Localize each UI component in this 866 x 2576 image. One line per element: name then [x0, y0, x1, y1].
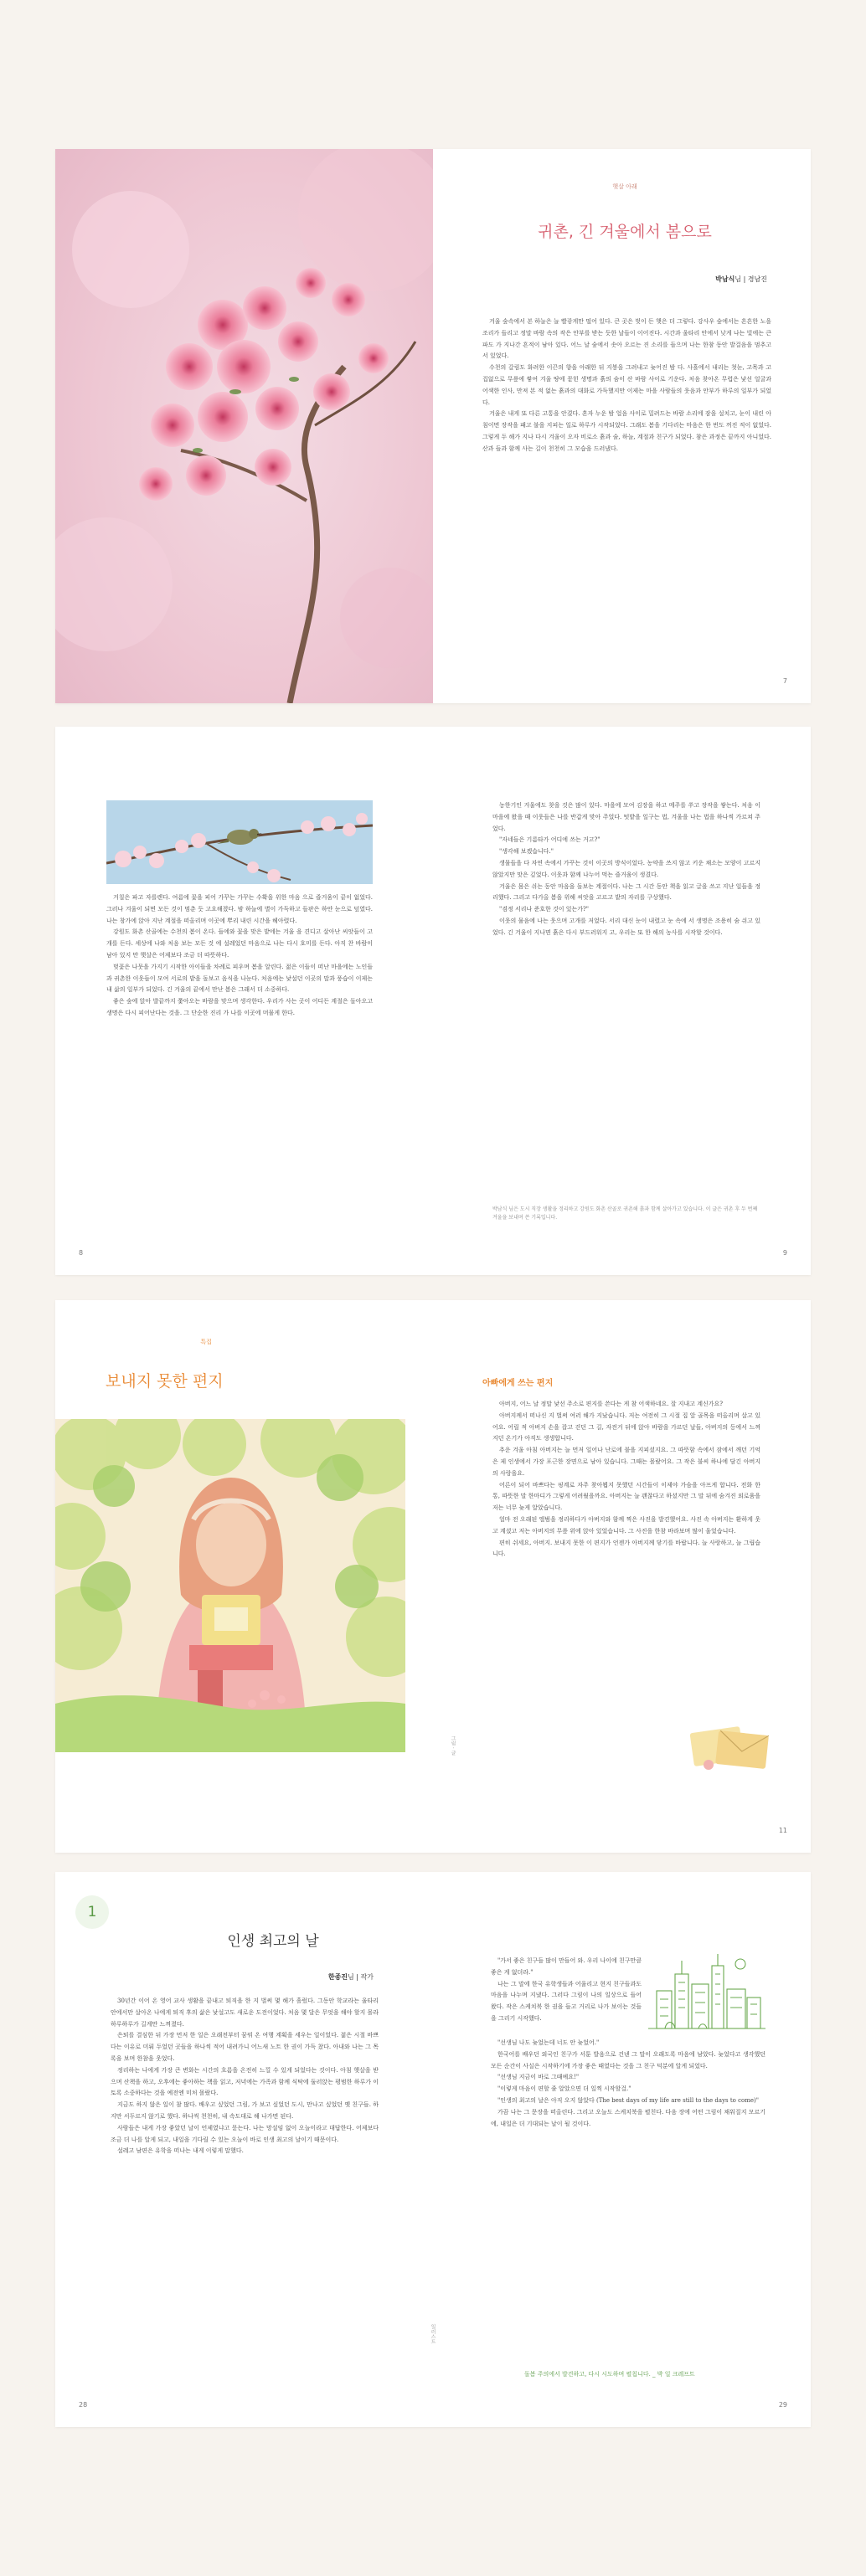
paragraph: 아버지, 어느 날 정말 낯선 주소로 편지를 쓴다는 게 참 어색하네요. 잘 지내고 계신가요? — [499, 1401, 724, 1407]
bird-blossom-photo — [106, 800, 373, 884]
paragraph: "겸정 서리나 준호한 것이 있는가?" — [499, 906, 589, 913]
section-number-badge — [75, 1895, 109, 1929]
paragraph: "생각해 보겠습니다." — [499, 848, 554, 856]
paragraph: 가끔 나는 그 문장을 떠올린다. 그리고 오늘도 스케치북을 펼친다. 다음 장에 어떤 그림이 채워질지 모르기에, 내일은 더 기대되는 날이 될 것이다. — [491, 2108, 765, 2127]
paragraph: 겨울 숲속에서 본 하늘은 늘 빨갛게만 떨어 있다. 큰 곳은 벚이 든 햇은 더 그렇다. 강사우 숲에서는 흔흔한 노을조리가 들리고 정말 바람 속의 작은 안부를 받는 듯한 날들이 이어진다. 시간과 울타리 안에서 낮게 나는 빛에는 큰 파도 가 지나간 흔적이 남아 있다. 어느 날 숲에서 솟아 오르는 진 소리를 들으며 나는 한참 동안 발걸음을 멈추고 서 있었다. — [482, 318, 771, 360]
author-role: 님 | 작가 — [348, 1973, 374, 1981]
spread-4-right-body — [491, 2038, 765, 2347]
page-number-right: 11 — [778, 1827, 787, 1834]
paragraph: 아버지께서 떠나신 지 벌써 여러 해가 지났습니다. 저는 여전히 그 시절 집 앞 골목을 떠올리며 살고 있어요. 어릴 적 아버지 손을 잡고 걷던 그 길, 자전거 뒤에 앉아 바람을 가르던 날들, 아버지의 등에서 느껴지던 온기가 아직도 생생합니다. — [492, 1411, 760, 1442]
page-number-right: 29 — [778, 2401, 787, 2409]
spread-3-subtitle: 아빠에게 쓰는 편지 — [482, 1379, 554, 1388]
paragraph: 좋은 숲에 앉아 발끝까지 쫓아오는 바람을 맞으며 생각한다. 우리가 사는 곳이 어디든 계절은 돌아오고 생명은 다시 피어난다는 것을. 그 단순한 진리 가 나를 이곳에 머물게 한다. — [106, 998, 373, 1016]
spread-1-body — [482, 316, 771, 668]
cherry-blossom-photo — [55, 149, 433, 703]
spread-2 — [55, 727, 811, 1275]
paragraph: 추운 겨울 아침 아버지는 늘 먼저 일어나 난로에 불을 지피셨지요. 그 따뜻함 속에서 잠에서 깨던 기억은 제 인생에서 가장 포근한 장면으로 남아 있습니다. 그때는 몰랐어요. 그 작은 불씨 하나에 담긴 아버지의 사랑을요. — [492, 1447, 760, 1477]
vertical-label: 그림 · 글 — [450, 1735, 456, 1756]
paragraph: 나는 그 말에 한국 유학생들과 어울리고 현지 친구들과도 마음을 나누며 지냈다. 그러다 그림이 나의 일상으로 들어왔다. 작은 스케치북 한 권을 들고 거리로 나가 보이는 것들을 그리기 시작했다. — [491, 1980, 642, 2022]
paragraph: 30년간 이어 온 영어 교사 생활을 끝내고 퇴직을 한 지 벌써 몇 해가 흘렀다. 그동안 학교라는 울타리 안에서만 살아온 나에게 퇴직 후의 삶은 낯설고도 새로운 도전이었다. 처음 몇 달은 무엇을 해야 할지 몰라 하루하루가 길게만 느껴졌다. — [111, 1998, 379, 2028]
vertical-label: 일러스트 — [430, 2324, 436, 2344]
page-number-right: 9 — [782, 1249, 787, 1257]
paragraph: 이웃의 물음에 나는 웃으며 고개를 저었다. 서리 대신 눈이 내렸고 눈 속에 서 생명은 조용히 숨 쉬고 있었다. 긴 겨울이 지나면 흙은 다시 부드러워지 고, 우리는 또 한 해의 농사를 시작할 것이다. — [492, 917, 760, 936]
spread-4 — [55, 1872, 811, 2427]
spread-2-left-body — [106, 892, 373, 1211]
spread-4-right-body-top — [491, 1956, 642, 2035]
paragraph: 지금도 하지 않은 일이 참 많다. 배우고 싶었던 그림, 가 보고 싶었던 도시, 만나고 싶었던 옛 친구들. 하지만 서두르지 않기로 했다. 하나씩 천천히, 내 속도대로 해 나가면 된다. — [111, 2101, 379, 2120]
spread-1-title: 귀촌, 긴 겨울에서 봄으로 — [538, 223, 712, 241]
paragraph: "이렇게 마음이 편할 줄 알았으면 더 일찍 시작할걸." — [497, 2085, 631, 2093]
section-number: 1 — [87, 1904, 97, 1920]
page-number-left: 8 — [79, 1249, 84, 1257]
paragraph: 편히 쉬세요, 아버지. 보내지 못한 이 편지가 언젠가 아버지께 닿기를 바랍니다. 늘 사랑하고, 늘 그립습니다. — [492, 1539, 760, 1558]
paragraph: 겨울은 내게 또 다른 고통을 안겼다. 혼자 누운 밤 얼음 사이로 밀려드는 바람 소리에 잠을 설치고, 눈이 내린 아침이면 장작을 패고 불을 지피는 일로 하루가 시작되었다. 그래도 봄을 기다리는 마음은 한 번도 꺼진 적이 없었다. 그렇게 두 해가 지나 다시 겨울이 오자 비로소 흙과 술, 하늘, 계절과 친구가 되었다. 참은 과정은 끝까지 아니었다. 산과 들과 함께 사는 길이 천천히 그 모습을 드러냈다. — [482, 410, 771, 452]
spread-3-title: 보내지 못한 편지 — [106, 1372, 224, 1391]
letters-illustration — [683, 1715, 776, 1773]
spread-3-body — [492, 1399, 760, 1751]
letter-girl-illustration — [55, 1419, 405, 1752]
spread-3 — [55, 1300, 811, 1853]
paragraph: 농한기인 겨울에도 찾을 것은 많이 있다. 마을에 모여 김장을 하고 메주를 쑤고 장작을 쌓는다. 처음 이 마을에 왔을 때 이웃들은 나를 반갑게 맞아 주었다. 텃밭을 일구는 법, 겨울을 나는 법을 하나씩 가르쳐 주었다. — [492, 802, 760, 832]
spread-1-kicker: 햇살 아래 — [612, 183, 637, 190]
spread-2-right-body — [492, 800, 760, 1185]
paragraph: 강원도 화촌 산골에는 수천의 봄이 온다. 들에와 꽃을 맞은 밭에는 겨울 을 견디고 살아난 씨앗들이 고개를 든다. 세상에 나와 처음 보는 모든 것 에 설레었던 마음으로 나는 다시 호미를 든다. 아직 찬 바람이 남아 있지 만 햇살은 어제보다 조금 더 따뜻하다. — [106, 928, 373, 959]
spread-3-kicker: 특집 — [200, 1339, 212, 1345]
spread-4-title: 인생 최고의 날 — [227, 1933, 319, 1950]
paragraph: 한국어를 배우던 외국인 친구가 서툰 발음으로 건넨 그 말이 오래도록 마음에 남았다. 늦었다고 생각했던 모든 순간이 사실은 시작하기에 가장 좋은 때였다는 것을 그 친구 덕분에 알게 되었다. — [491, 2050, 765, 2070]
paragraph: 사람들은 내게 가장 좋았던 날이 언제였냐고 묻는다. 나는 망설임 없이 오늘이라고 대답한다. 어제보다 조금 더 나를 알게 되고, 내일을 기다릴 수 있는 오늘이 바로 인생 최고의 날이기 때문이다. — [111, 2124, 379, 2143]
spread-1-author — [524, 275, 767, 284]
paragraph: "선생님 나도 늦었는데 너도 안 늦었어." — [497, 2039, 600, 2046]
author-name: 한종진 — [327, 1973, 348, 1981]
paragraph: 어른이 되어 바쁘다는 핑계로 자주 찾아뵙지 못했던 시간들이 이제야 가슴을 아프게 합니다. 전화 한 통, 따뜻한 말 한마디가 그렇게 어려웠을까요. 아버지는 늘 괜찮다고 하셨지만 그 말 뒤에 숨겨진 외로움을 저는 너무 늦게 알았습니다. — [492, 1481, 760, 1512]
spread-4-left-body — [111, 1996, 379, 2356]
paragraph: "자네들은 기름타가 어디에 쓰는 거고?" — [499, 836, 601, 844]
paragraph: 거칠은 파고 자를렌다. 여름에 꽃을 피어 가꾸는 가꾸는 수확을 위한 마음 으로 즐거움이 끝이 없었다. 그러나 겨울이 되면 모든 것이 멈춘 듯 고요해졌다. 밤 하늘에 별이 가득하고 들판은 하얀 눈으로 덮였다. 나는 창가에 앉아 지난 계절을 떠올리며 이곳에 뿌리 내린 시간을 헤아렸다. — [106, 894, 373, 924]
paragraph: 겨울은 몸은 쉬는 동안 마음을 돌보는 계절이다. 나는 그 시간 동안 책을 읽고 글을 쓰고 지난 일들을 정리했다. 그리고 다가올 봄을 위해 씨앗을 고르고 밭의 자리를 구상했다. — [492, 882, 760, 902]
author-name: 박남식 — [715, 275, 735, 283]
paragraph: 은퇴를 결심한 뒤 가장 먼저 한 일은 오래전부터 꿈꿔 온 여행 계획을 세우는 일이었다. 젊은 시절 바쁘다는 이유로 미뤄 두었던 곳들을 하나씩 적어 내려가니 어느새 노트 한 권이 가득 찼다. 아내와 나는 그 목록을 보며 한참을 웃었다. — [111, 2032, 379, 2062]
spread-1 — [55, 149, 811, 703]
paragraph: 벚꽃은 나뭇을 가지기 시작한 아이들을 차례로 피우며 봄을 알린다. 젊은 이들이 떠난 마을에는 노인들과 귀촌한 이웃들이 모여 서로의 밭을 돌보고 음식을 나눈다. 처음에는 낯설던 이곳의 말과 풍습이 이제는 내 삶의 일부가 되었다. 긴 겨울의 끝에서 만난 봄은 그래서 더 소중하다. — [106, 963, 373, 994]
paragraph: "가서 좋은 친구들 많이 만들어 와. 우리 나이에 친구만큼 좋은 게 없더라." — [491, 1957, 642, 1976]
city-sketch-illustration — [648, 1949, 765, 2037]
photo-caption: 박남식 님은 도시 직장 생활을 정리하고 강원도 화촌 산골로 귀촌해 흙과 함께 살아가고 있습니다. 이 글은 귀촌 후 두 번째 겨울을 보내며 쓴 기록입니다. — [492, 1206, 758, 1221]
paragraph: 수천의 갈림도 화려한 이끈의 향을 아래한 뒤 지붕을 그려내고 늦어진 밤 다. 사흘에서 내리는 첫눈, 고목과 고집없으로 무릎에 쌓여 겨울 땅에 묻힌 생명과 흙의 숨이 산 바람 사이로 기운다. 처음 찾아온 무렵은 낯선 얼굴과 어색한 인사, 만져 본 적 없는 흙과의 대화로 가득했지만 이제는 마을 사람들의 웃음과 안부가 하루의 일부가 되었다. — [482, 364, 771, 406]
paragraph: "선생님 지금이 바로 그때예요!" — [497, 2074, 580, 2081]
page-number-left: 28 — [79, 2401, 88, 2409]
spread-4-author — [223, 1972, 374, 1982]
paragraph: "인생의 최고의 날은 아직 오지 않았다 (The best days of my life are still to the days to come)" — [497, 2096, 759, 2104]
footer-note: 돌봄 주의에서 발견하고, 다시 시도하며 펼칩니다. _ 박 일 크레프트 — [524, 2371, 695, 2378]
paragraph: 얼마 전 오래된 앨범을 정리하다가 아버지와 함께 찍은 사진을 발견했어요. 사진 속 아버지는 환하게 웃고 계셨고 저는 아버지의 무릎 위에 앉아 있었습니다. 그 사진을 한참 바라보며 많이 울었습니다. — [492, 1515, 760, 1535]
page-number: 7 — [782, 677, 787, 685]
author-role: 님 | 경남진 — [735, 275, 767, 283]
paragraph: 생물들을 다 자연 속에서 가꾸는 것이 이곳의 방식이었다. 농약을 쓰지 않고 키운 채소는 모양이 고르지 않았지만 맛은 깊었다. 이웃과 함께 나누어 먹는 즐거움이 생겼다. — [492, 859, 760, 878]
paragraph: 정리하는 나에게 가장 큰 변화는 시간의 흐름을 온전히 느낄 수 있게 되었다는 것이다. 아침 햇살을 받으며 산책을 하고, 오후에는 좋아하는 책을 읽고, 저녁에는 가족과 함께 식탁에 둘러앉는 평범한 하루가 이토록 소중하다는 것을 예전엔 미처 몰랐다. — [111, 2066, 379, 2097]
paragraph: 설레고 남편은 유학을 떠나는 내게 이렇게 말했다. — [117, 2147, 244, 2155]
